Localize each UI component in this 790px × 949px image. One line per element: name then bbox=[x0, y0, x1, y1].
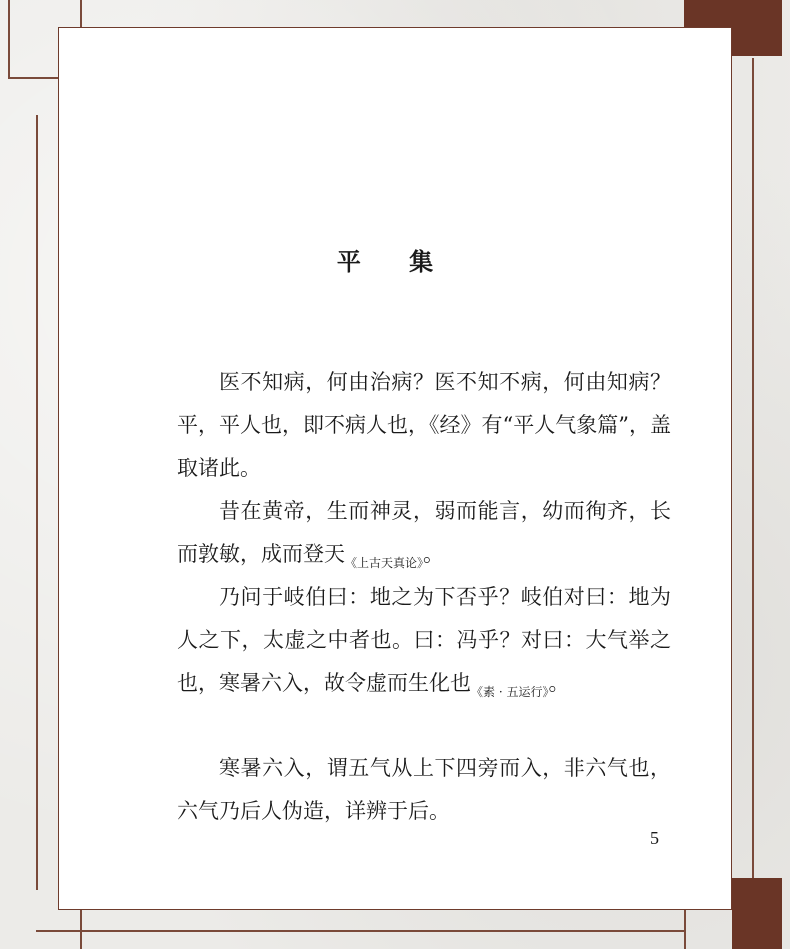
paragraph-3-text: 乃问于岐伯曰：地之为下否乎？岐伯对曰：地为人之下，太虚之中者也。曰：冯乎？对曰：大气举之也，寒暑六入，故令虚而生化也 bbox=[177, 585, 671, 695]
frame-line-left-vertical bbox=[36, 115, 38, 890]
frame-line-bottom-left-vertical bbox=[80, 910, 82, 949]
paragraph-4-text: 寒暑六入，谓五气从上下四旁而入，非六气也，六气乃后人伪造，详辨于后。 bbox=[177, 756, 671, 823]
paragraph-1 bbox=[177, 361, 671, 490]
paragraph-2-end: 。 bbox=[423, 542, 445, 566]
paragraph-4 bbox=[177, 747, 671, 833]
frame-line-bottom-horizontal bbox=[36, 930, 686, 932]
frame-line-top-left-vertical bbox=[8, 0, 10, 79]
paragraph-2 bbox=[177, 490, 671, 585]
paragraph-1-text: 医不知病，何由治病？医不知不病，何由知病？平，平人也，即不病人也，《经》有“平人气象篇”，盖取诸此。 bbox=[177, 370, 671, 480]
book-page bbox=[58, 27, 732, 910]
corner-block-bottom-right bbox=[732, 878, 782, 949]
paragraph-2-text: 昔在黄帝，生而神灵，弱而能言，幼而徇齐，长而敦敏，成而登天 bbox=[177, 499, 671, 566]
frame-line-top-inner-vertical bbox=[80, 0, 82, 27]
frame-line-right-vertical bbox=[752, 58, 754, 878]
source-citation: 《素 · 五运行》 bbox=[471, 685, 549, 699]
frame-line-top-left-horizontal bbox=[8, 77, 58, 79]
section-title: 平 集 bbox=[336, 248, 454, 276]
paragraph-3-end: 。 bbox=[548, 671, 570, 695]
source-citation: 《上古天真论》 bbox=[345, 556, 424, 570]
frame-line-bottom-right-vertical bbox=[684, 910, 686, 949]
page-number: 5 bbox=[650, 828, 659, 848]
paragraph-3 bbox=[177, 576, 671, 714]
